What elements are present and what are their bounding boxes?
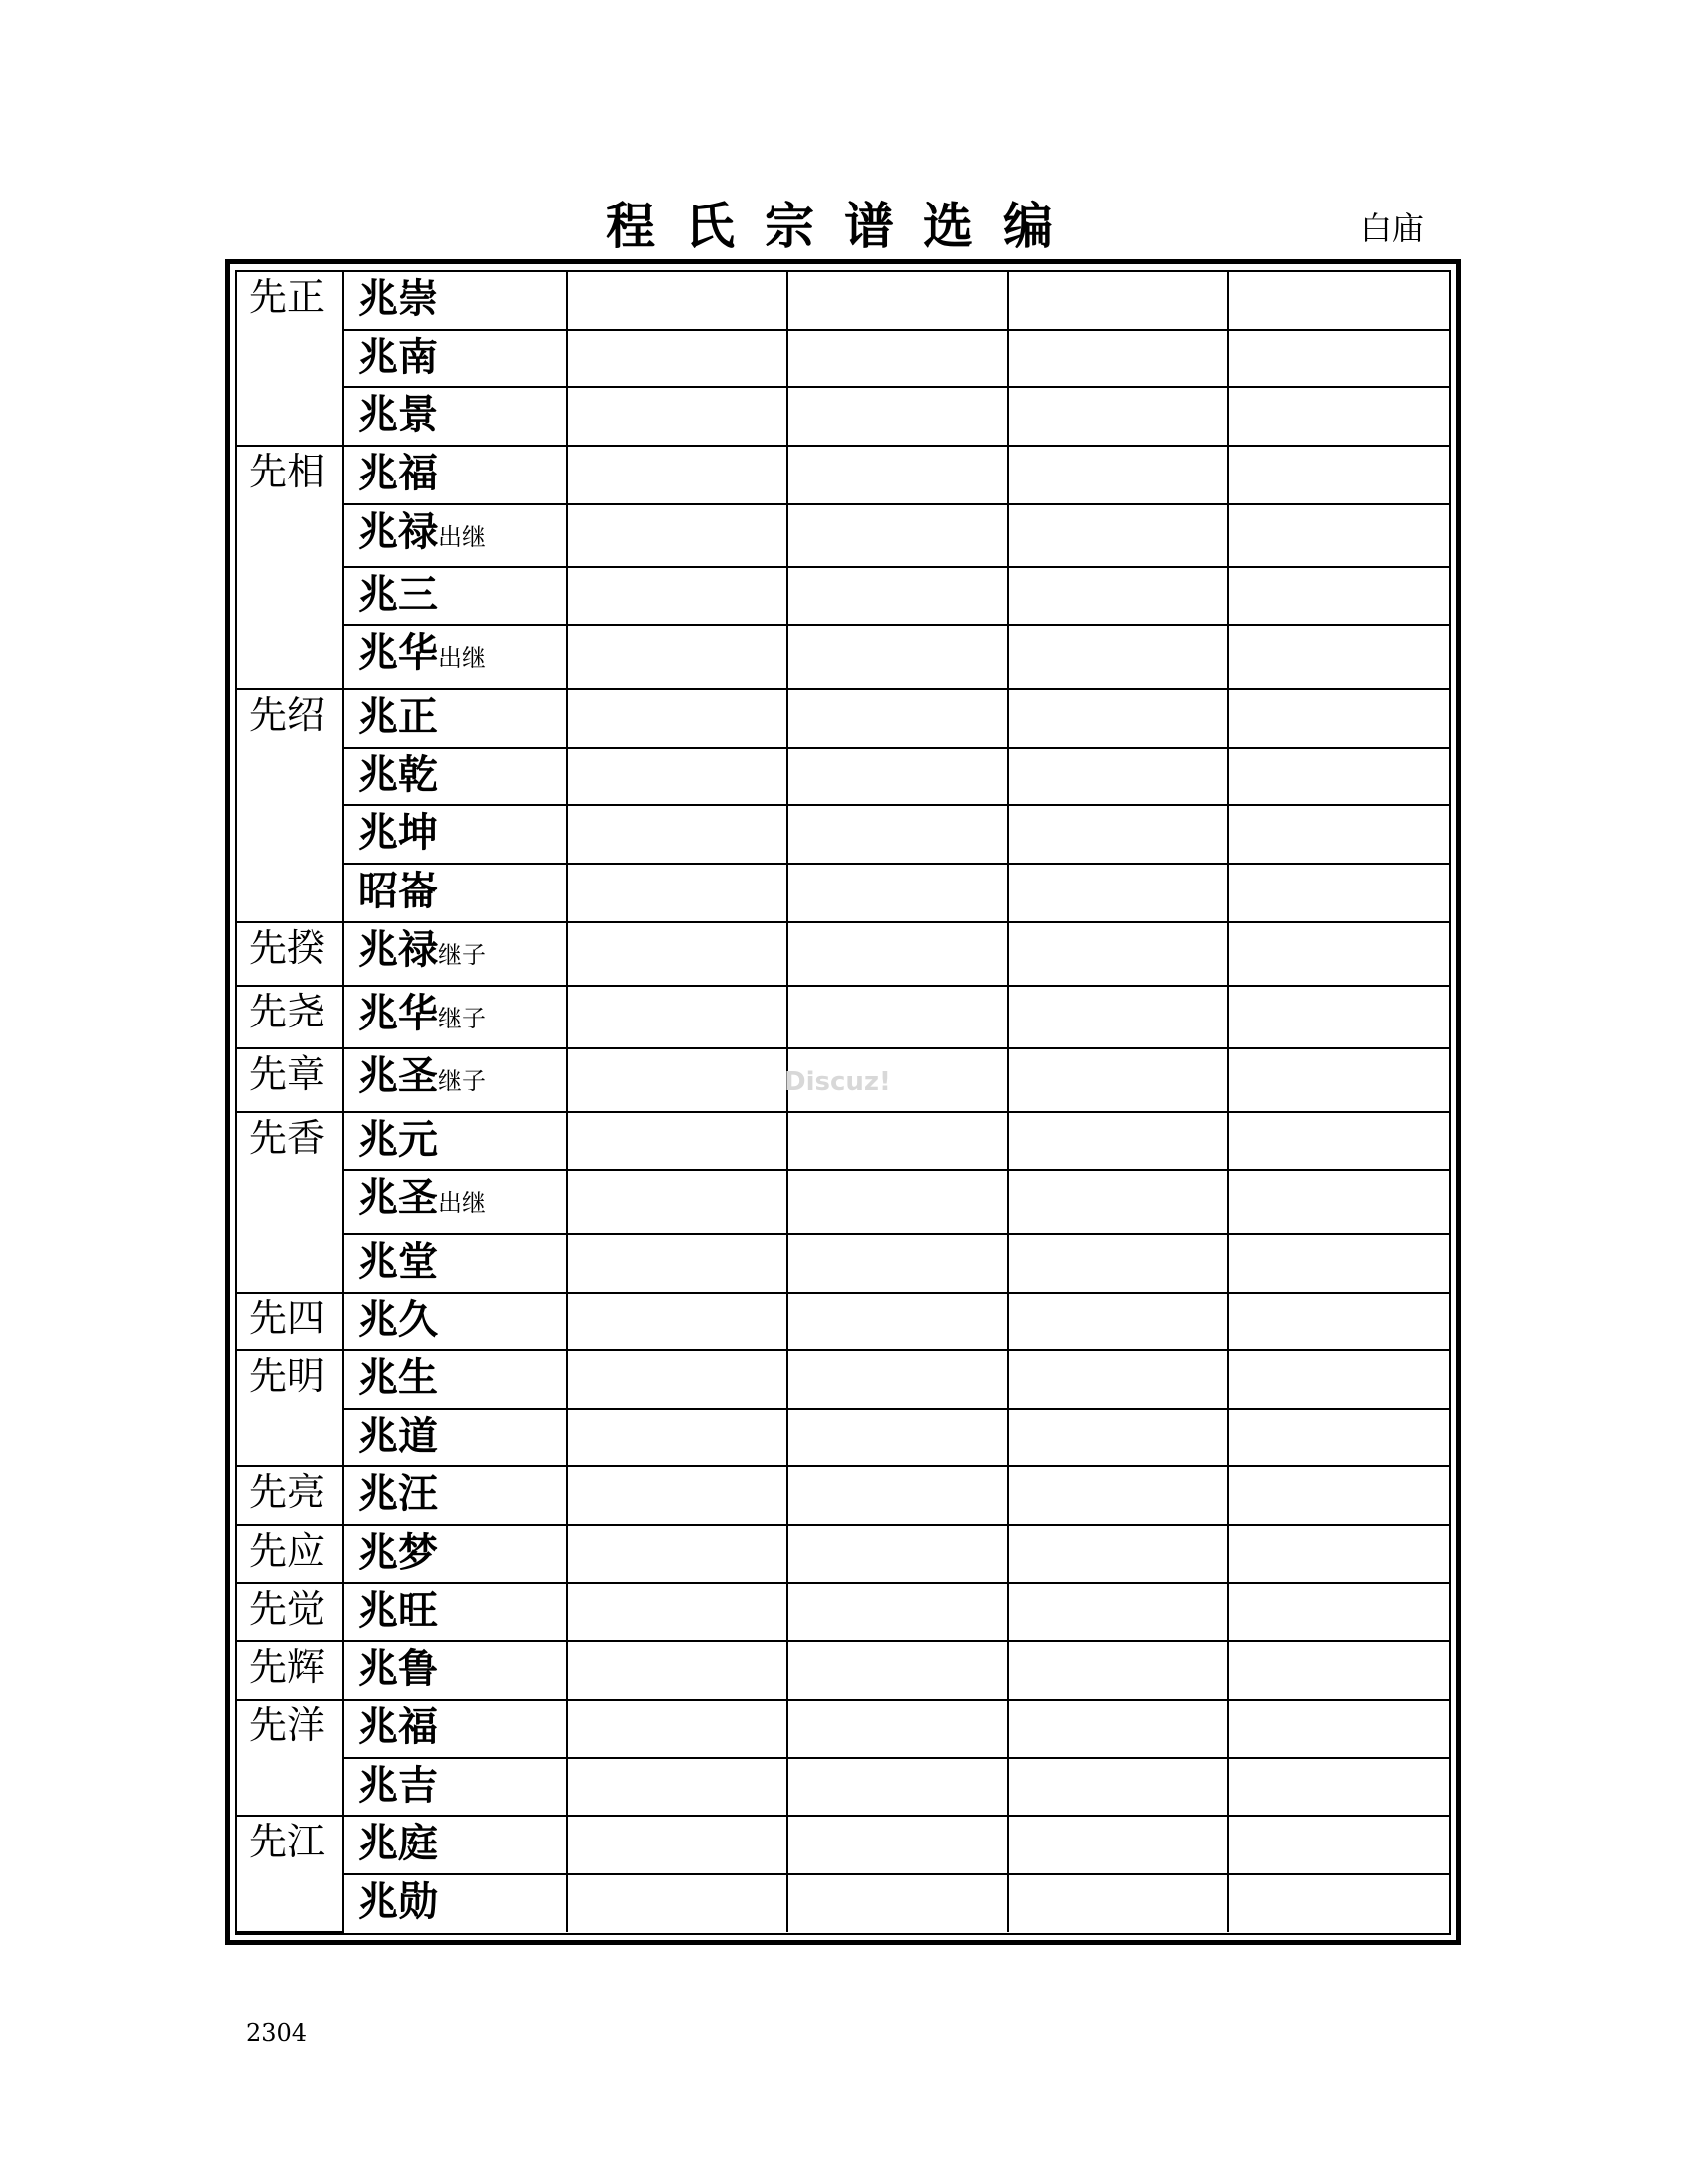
father-cell (237, 1048, 343, 1112)
empty-cell (1228, 986, 1449, 1049)
empty-cell (1008, 1583, 1228, 1642)
table-row (237, 748, 1449, 806)
table-row (237, 864, 1449, 922)
empty-cell (787, 689, 1008, 748)
father-name: 先正 (249, 275, 326, 319)
empty-cell (1008, 387, 1228, 446)
son-cell (343, 748, 567, 806)
son-name: 兆崇 (358, 276, 438, 322)
empty-cell (567, 1525, 787, 1583)
empty-cell (787, 1700, 1008, 1758)
son-name: 兆汪 (358, 1471, 438, 1518)
son-cell (343, 1758, 567, 1817)
son-name: 兆旺 (358, 1587, 438, 1634)
empty-cell (1008, 1234, 1228, 1293)
father-cell (237, 922, 343, 986)
empty-cell (787, 1350, 1008, 1409)
empty-cell (787, 272, 1008, 330)
son-name: 兆乾 (358, 751, 438, 798)
son-entry (344, 1049, 566, 1108)
empty-cell (1228, 446, 1449, 504)
son-name: 兆福 (358, 1705, 438, 1751)
father-name: 先尧 (249, 989, 326, 1033)
table-row (237, 625, 1449, 689)
son-cell (343, 1293, 567, 1351)
empty-cell (1228, 567, 1449, 625)
table-row (237, 1234, 1449, 1293)
son-entry (344, 568, 566, 621)
son-name: 兆梦 (358, 1530, 438, 1576)
father-name: 先香 (249, 1116, 326, 1160)
son-cell (343, 864, 567, 922)
father-name: 先辉 (249, 1645, 326, 1690)
father-cell (237, 1293, 343, 1351)
son-cell (343, 986, 567, 1049)
son-name: 兆禄 (358, 508, 438, 555)
son-entry (344, 1701, 566, 1754)
empty-cell (567, 1170, 787, 1234)
son-name: 兆正 (358, 694, 438, 741)
table-row (237, 387, 1449, 446)
empty-cell (787, 1170, 1008, 1234)
table-row (237, 1700, 1449, 1758)
empty-cell (1008, 1466, 1228, 1525)
empty-cell (1228, 1409, 1449, 1467)
son-entry (344, 1642, 566, 1696)
son-note: 继子 (438, 1067, 486, 1096)
son-cell (343, 1048, 567, 1112)
empty-cell (567, 1466, 787, 1525)
empty-cell (567, 1874, 787, 1932)
table-row (237, 1466, 1449, 1525)
empty-cell (1228, 1874, 1449, 1932)
empty-cell (1228, 864, 1449, 922)
empty-cell (567, 1641, 787, 1700)
son-cell (343, 446, 567, 504)
empty-cell (787, 504, 1008, 568)
son-entry (344, 1875, 566, 1929)
son-name: 兆勋 (358, 1879, 438, 1926)
empty-cell (787, 1641, 1008, 1700)
empty-cell (567, 446, 787, 504)
son-name: 兆生 (358, 1355, 438, 1402)
son-entry (344, 331, 566, 384)
son-name: 兆鲁 (358, 1646, 438, 1693)
father-name: 先觉 (249, 1586, 326, 1631)
table-row (237, 1641, 1449, 1700)
empty-cell (1008, 1409, 1228, 1467)
empty-cell (787, 625, 1008, 689)
table-row (237, 1816, 1449, 1874)
empty-cell (567, 1758, 787, 1817)
son-cell (343, 1816, 567, 1874)
son-entry (344, 626, 566, 685)
watermark: Discuz! (784, 1067, 891, 1097)
empty-cell (787, 748, 1008, 806)
empty-cell (1228, 748, 1449, 806)
son-cell (343, 1350, 567, 1409)
son-name: 兆吉 (358, 1762, 438, 1809)
empty-cell (1008, 625, 1228, 689)
empty-cell (787, 387, 1008, 446)
table-row (237, 330, 1449, 388)
empty-cell (1008, 1350, 1228, 1409)
empty-cell (787, 1409, 1008, 1467)
empty-cell (787, 805, 1008, 864)
son-entry (344, 1526, 566, 1579)
empty-cell (1008, 1525, 1228, 1583)
empty-cell (1228, 1170, 1449, 1234)
empty-cell (567, 1048, 787, 1112)
father-cell (237, 272, 343, 446)
son-cell (343, 922, 567, 986)
table-row (237, 689, 1449, 748)
empty-cell (1228, 330, 1449, 388)
father-cell (237, 1350, 343, 1466)
table-row (237, 1350, 1449, 1409)
son-entry (344, 1294, 566, 1347)
empty-cell (567, 1350, 787, 1409)
son-cell (343, 567, 567, 625)
son-cell (343, 1583, 567, 1642)
table-row (237, 1583, 1449, 1642)
son-name: 兆久 (358, 1297, 438, 1343)
empty-cell (1228, 1641, 1449, 1700)
empty-cell (787, 1816, 1008, 1874)
father-name: 先四 (249, 1296, 326, 1340)
empty-cell (1008, 1758, 1228, 1817)
empty-cell (1008, 272, 1228, 330)
father-name: 先亮 (249, 1470, 326, 1515)
son-entry (344, 1410, 566, 1463)
son-cell (343, 504, 567, 568)
empty-cell (1228, 625, 1449, 689)
empty-cell (1008, 1293, 1228, 1351)
empty-cell (787, 986, 1008, 1049)
empty-cell (1228, 805, 1449, 864)
empty-cell (1008, 1874, 1228, 1932)
son-note: 出继 (438, 1188, 486, 1217)
table-row (237, 567, 1449, 625)
son-name: 兆南 (358, 334, 438, 380)
empty-cell (1228, 1234, 1449, 1293)
empty-cell (1008, 1700, 1228, 1758)
son-entry (344, 987, 566, 1045)
table-row (237, 1758, 1449, 1817)
son-cell (343, 1409, 567, 1467)
empty-cell (787, 922, 1008, 986)
table-row (237, 1293, 1449, 1351)
son-name: 兆景 (358, 392, 438, 439)
empty-cell (787, 1112, 1008, 1170)
son-entry (344, 1817, 566, 1870)
page-number: 2304 (246, 2019, 308, 2047)
father-cell (237, 1700, 343, 1816)
empty-cell (787, 1466, 1008, 1525)
empty-cell (567, 272, 787, 330)
table-row (237, 446, 1449, 504)
son-name: 兆圣 (358, 1053, 438, 1100)
father-cell (237, 1112, 343, 1292)
father-name: 先绍 (249, 693, 326, 738)
empty-cell (787, 567, 1008, 625)
empty-cell (567, 922, 787, 986)
son-cell (343, 625, 567, 689)
son-cell (343, 1641, 567, 1700)
table-row (237, 1409, 1449, 1467)
empty-cell (567, 567, 787, 625)
empty-cell (1008, 1816, 1228, 1874)
empty-cell (1008, 330, 1228, 388)
empty-cell (1228, 504, 1449, 568)
empty-cell (1228, 922, 1449, 986)
father-cell (237, 1525, 343, 1583)
table-row (237, 922, 1449, 986)
empty-cell (567, 1700, 787, 1758)
empty-cell (567, 1409, 787, 1467)
empty-cell (1228, 1525, 1449, 1583)
son-entry (344, 1235, 566, 1289)
son-entry (344, 1467, 566, 1521)
son-name: 兆圣 (358, 1174, 438, 1221)
empty-cell (787, 1758, 1008, 1817)
empty-cell (1228, 1112, 1449, 1170)
empty-cell (787, 864, 1008, 922)
table-row (237, 1112, 1449, 1170)
table-row (237, 1170, 1449, 1234)
father-cell (237, 1641, 343, 1700)
empty-cell (567, 864, 787, 922)
empty-cell (1228, 272, 1449, 330)
father-cell (237, 446, 343, 689)
son-name: 兆华 (358, 990, 438, 1036)
son-cell (343, 1112, 567, 1170)
empty-cell (567, 689, 787, 748)
empty-cell (1228, 1758, 1449, 1817)
empty-cell (567, 330, 787, 388)
empty-cell (1008, 1641, 1228, 1700)
table-row (237, 1874, 1449, 1932)
son-name: 兆华 (358, 630, 438, 677)
son-entry (344, 923, 566, 982)
empty-cell (567, 1293, 787, 1351)
empty-cell (567, 1112, 787, 1170)
son-name: 兆元 (358, 1117, 438, 1163)
empty-cell (787, 1525, 1008, 1583)
place-label: 白庙 (1360, 209, 1425, 247)
son-entry (344, 447, 566, 500)
empty-cell (567, 1816, 787, 1874)
empty-cell (1008, 504, 1228, 568)
empty-cell (1228, 689, 1449, 748)
father-name: 先章 (249, 1052, 326, 1097)
table-inner-frame (235, 270, 1451, 1935)
empty-cell (787, 330, 1008, 388)
son-note: 出继 (438, 644, 486, 673)
son-cell (343, 1700, 567, 1758)
empty-cell (1008, 1048, 1228, 1112)
son-cell (343, 1874, 567, 1932)
son-entry (344, 690, 566, 744)
father-cell (237, 1816, 343, 1932)
father-name: 先相 (249, 449, 326, 493)
son-entry (344, 1351, 566, 1405)
table-row (237, 272, 1449, 330)
genealogy-table (237, 272, 1449, 1933)
empty-cell (787, 1583, 1008, 1642)
empty-cell (567, 387, 787, 446)
son-entry (344, 505, 566, 564)
son-entry (344, 1584, 566, 1638)
empty-cell (567, 805, 787, 864)
empty-cell (1008, 922, 1228, 986)
empty-cell (787, 1293, 1008, 1351)
empty-cell (1008, 805, 1228, 864)
father-name: 先江 (249, 1820, 326, 1864)
table-row (237, 504, 1449, 568)
son-entry (344, 749, 566, 802)
son-entry (344, 865, 566, 918)
table-row (237, 805, 1449, 864)
empty-cell (1008, 864, 1228, 922)
father-cell (237, 1466, 343, 1525)
son-note: 继子 (438, 940, 486, 969)
father-name: 先应 (249, 1529, 326, 1573)
son-name: 兆三 (358, 572, 438, 618)
father-name: 先揆 (249, 925, 326, 970)
father-cell (237, 689, 343, 922)
empty-cell (567, 1583, 787, 1642)
empty-cell (1008, 1112, 1228, 1170)
son-cell (343, 805, 567, 864)
empty-cell (567, 625, 787, 689)
father-name: 先洋 (249, 1704, 326, 1748)
son-name: 兆坤 (358, 810, 438, 857)
empty-cell (1228, 1293, 1449, 1351)
son-cell (343, 1466, 567, 1525)
son-cell (343, 1170, 567, 1234)
son-cell (343, 1234, 567, 1293)
son-name: 昭崙 (358, 868, 438, 914)
father-cell (237, 1583, 343, 1642)
son-name: 兆福 (358, 450, 438, 496)
empty-cell (1008, 986, 1228, 1049)
empty-cell (787, 1234, 1008, 1293)
empty-cell (1008, 567, 1228, 625)
empty-cell (1008, 689, 1228, 748)
empty-cell (1228, 1350, 1449, 1409)
son-cell (343, 272, 567, 330)
empty-cell (787, 1874, 1008, 1932)
empty-cell (1008, 446, 1228, 504)
empty-cell (1228, 1700, 1449, 1758)
son-entry (344, 1113, 566, 1166)
empty-cell (567, 748, 787, 806)
son-note: 出继 (438, 522, 486, 551)
empty-cell (1008, 748, 1228, 806)
son-cell (343, 1525, 567, 1583)
son-name: 兆庭 (358, 1821, 438, 1867)
empty-cell (1228, 387, 1449, 446)
son-entry (344, 1759, 566, 1813)
son-name: 兆道 (358, 1413, 438, 1459)
empty-cell (1228, 1466, 1449, 1525)
son-entry (344, 1171, 566, 1230)
son-name: 兆禄 (358, 926, 438, 973)
table-row (237, 986, 1449, 1049)
son-entry (344, 272, 566, 326)
father-name: 先明 (249, 1354, 326, 1399)
table-row (237, 1525, 1449, 1583)
son-entry (344, 388, 566, 442)
empty-cell (567, 504, 787, 568)
empty-cell (1008, 1170, 1228, 1234)
empty-cell (1228, 1583, 1449, 1642)
page-title: 程氏宗谱选编 (606, 198, 1082, 255)
empty-cell (567, 986, 787, 1049)
son-cell (343, 689, 567, 748)
father-cell (237, 986, 343, 1049)
empty-cell (567, 1234, 787, 1293)
empty-cell (1228, 1048, 1449, 1112)
empty-cell (1228, 1816, 1449, 1874)
son-name: 兆堂 (358, 1238, 438, 1285)
empty-cell (787, 446, 1008, 504)
son-cell (343, 387, 567, 446)
son-cell (343, 330, 567, 388)
son-note: 继子 (438, 1004, 486, 1032)
son-entry (344, 806, 566, 860)
